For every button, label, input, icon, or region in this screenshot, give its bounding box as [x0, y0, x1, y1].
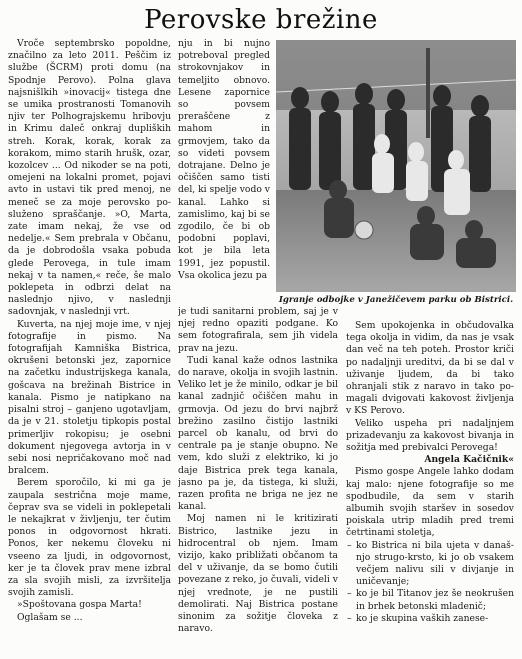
paragraph: Pismo gospe Angele lahko dodam kaj malo: njene fotografije so me spodbudile, da sem v starih albumih svojih staršev in sosedov poiskala utrip mladih pred tremi četrtinami stoletja, [346, 466, 514, 539]
list-item: – ko Bistrica ni bila ujeta v današnjo strugo-krsto, ki jo ob vsakem večjem nalivu sili v divjanje in uničevanje; [356, 540, 514, 589]
article-column-1 [8, 38, 171, 658]
paragraph: Veliko uspeha pri nadaljnjem prizadevanju za kakovost bivanja in sožitja med prebivalci Perovega! [346, 417, 514, 454]
paragraph: Sem upokojenka in občudovalka tega okolja in vidim, da nas je vsak dan več na teh poteh. Prostor kriči po nadaljnji ureditvi, da bi se dal v uživanje ljudem, da bi tako ohranjali stik z naravo in tako pomagali dvigovati kakovost življenja v KS Perovo. [346, 320, 514, 417]
photo-block [276, 40, 516, 306]
photo-illustration [276, 40, 516, 292]
paragraph: Berem sporočilo, ki mi ga je zaupala sestrična moje mame, čeprav sva se videli in poklepetali le nekajkrat v življenju, ter čutim ponos in odgovornost hkrati. Ponos, ker nekemu človeku ni vseeno za ljudi, in odgovornost, ker je ta človek prav mene izbral za sla svojih misli, za izvršitelja svojih zamisli. [8, 477, 171, 599]
paragraph: Vroče septembrsko popoldne, značilno za leto 2011. Peščim iz službe (ŠCRM) proti domu (na Spodnje Perovo). Polna glava najsnišlkih »inovacij« tistega dne se umika prostranosti Tomanovih njiv ter Polhograjskemu hribovju in Krimu daleč onkraj dupliških streh. Korak, korak, korak za korakom, mimo starih hrušk, ozar, kozolcev ... Od nikoder se na poti, omejeni na lokalni promet, pojavi avto in ustavi tik pred menoj, ne meneč se za moje perovsko posluženo spraščanje. »O, Marta, zate imam nekaj, že vse od nedelje.« Sem prebrala v Občanu, da je dobrodošla vsaka pobuda glede Perovega, in tule imam nekaj v ta namen,« reče, še malo poklepeta in odbrzi delat na naslednjo njivo, v naslednji sadovnjak, v naslednji vrt. [8, 38, 171, 318]
paragraph: Tudi kanal kaže odnos lastnika do narave, okolja in svojih lastnin. Veliko let je že minilo, odkar je bil kanal zadnjič očiščen mahu in grmovja. Od jezu do brvi najbrž brežino zasilno čistijo lastniki parcel ob kanalu, od brvi do centrale pa je stanje obupno. Ne vem, kdo služi z elektriko, ki jo daje Bistrica prek tega kanala, jasno pa je, da tistega, ki služi, razen profita ne briga ne jez ne kanal. [178, 354, 338, 513]
list-item: – ko je skupina vaških zanese- [356, 613, 514, 625]
paragraph: Kuverta, na njej moje ime, v njej fotografije in pismo. Na fotografijah Kamniška Bistrica, okrušeni betonski jez, zapornice na začetku industrijskega kanala, gošcava na brežinah Bistrice in kanala. Pismo je natipkano na pisalni stroj – ganjeno ugotavljam, da je v 21. stoletju tipkopis postal primerljiv rokopisu; je osebni dokument njegovega avtorja in v sebi nosi nepričakovano moč nad bralcem. [8, 318, 171, 477]
memory-list [346, 540, 514, 625]
paragraph: nju in bi nujno potreboval pregled strokovnjakov in temeljito obnovo. Lesene zapornice so povsem preraščene z mahom in grmovjem, tako da so videti povsem dotrajane. Delno je očiščen samo tisti del, ki spelje vodo v kanal. Lahko si zamislimo, kaj bi se zgodilo, če bi ob podobni poplavi, kot je bila leta 1991, jez popustil. Vsa okolica jezu pa [178, 38, 270, 281]
group-photo [276, 40, 516, 292]
paragraph: Oglašam se ... [17, 611, 83, 623]
paragraph: Moj namen ni le kritizirati Bistrico, lastnike jezu in hidrocentral ob njem. Imam vizijo, kako približati občanom ta del v uživanje, da se bomo čutili povezane z reko, jo čuvali, videli v njej vrednote, je ne pustili demolirati. Naj Bistrica postane sinonim za sožitje človeka z naravo. [178, 513, 338, 635]
article-column-3 [346, 320, 514, 658]
article-column-2-bottom [178, 306, 338, 658]
article-title: Perovske brežine [144, 5, 378, 35]
list-item: – ko je bil Titanov jez še neokrušen in brhek betonski mladenič; [356, 588, 514, 612]
letter-signature: Angela Kačičnik« [424, 454, 514, 466]
article-column-2-top [178, 38, 270, 306]
photo-caption: Igranje odbojke v Janežičevem parku ob Bistrici. [278, 295, 514, 305]
paragraph: »Spoštovana gospa Marta! [17, 599, 142, 611]
paragraph: je tudi sanitarni problem, saj je v njej redno opaziti podgane. Ko sem fotografirala, sem jih videla prav na jezu. [178, 306, 338, 354]
